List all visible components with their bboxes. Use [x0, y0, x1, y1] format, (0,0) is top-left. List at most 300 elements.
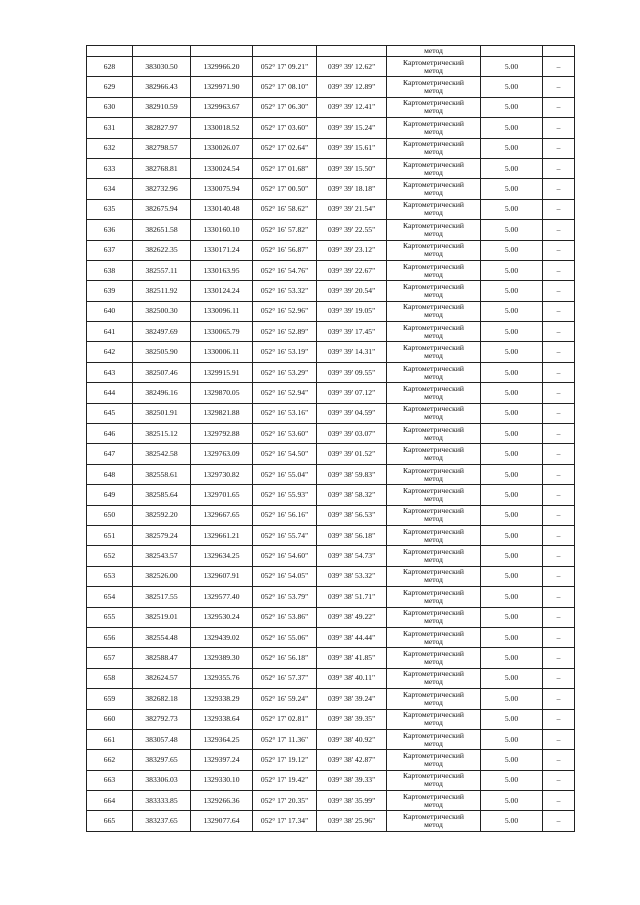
note-cell: –	[543, 505, 575, 525]
longitude-cell: 052° 16' 54.05"	[253, 566, 317, 586]
method-line-1: Картометрический	[403, 445, 464, 455]
method-line-1: Картометрический	[403, 689, 464, 699]
y-coordinate-cell: 1329963.67	[191, 97, 253, 117]
method-cell	[387, 301, 481, 321]
method-line-1: Картометрический	[403, 791, 464, 801]
point-number-cell: 629	[87, 77, 133, 97]
longitude-cell: 052° 17' 02.81"	[253, 709, 317, 729]
y-coordinate-cell: 1330065.79	[191, 322, 253, 342]
accuracy-cell: 5.00	[481, 689, 543, 709]
x-coordinate-cell: 382557.11	[133, 260, 191, 280]
latitude-cell: 039° 38' 35.99"	[317, 791, 387, 811]
latitude-cell: 039° 38' 40.11"	[317, 668, 387, 688]
method-cell: метод	[387, 46, 481, 57]
method-line-2: метод	[424, 534, 443, 544]
accuracy-cell: 5.00	[481, 403, 543, 423]
latitude-cell: 039° 38' 25.96"	[317, 811, 387, 831]
latitude-cell: 039° 38' 44.44"	[317, 627, 387, 647]
method-cell	[387, 383, 481, 403]
method-line-2: метод	[424, 758, 443, 768]
x-coordinate-cell: 382579.24	[133, 525, 191, 545]
accuracy-cell: 5.00	[481, 342, 543, 362]
y-coordinate-cell: 1329667.65	[191, 505, 253, 525]
table-row	[87, 383, 575, 403]
point-number-cell: 665	[87, 811, 133, 831]
latitude-cell: 039° 38' 56.18"	[317, 525, 387, 545]
note-cell: –	[543, 750, 575, 770]
y-coordinate-cell: 1330160.10	[191, 220, 253, 240]
longitude-cell: 052° 16' 54.60"	[253, 546, 317, 566]
method-line-2: метод	[424, 799, 443, 809]
x-coordinate-cell: 383333.85	[133, 791, 191, 811]
accuracy-cell: 5.00	[481, 57, 543, 77]
note-cell: –	[543, 57, 575, 77]
method-line-1: Картометрический	[403, 649, 464, 659]
latitude-cell: 039° 39' 12.41"	[317, 97, 387, 117]
point-number-cell: 659	[87, 689, 133, 709]
method-line-2: метод	[424, 779, 443, 789]
latitude-cell: 039° 38' 49.22"	[317, 607, 387, 627]
note-cell: –	[543, 607, 575, 627]
method-line-1: Картометрический	[403, 587, 464, 597]
method-cell	[387, 281, 481, 301]
accuracy-cell: 5.00	[481, 525, 543, 545]
note-cell: –	[543, 566, 575, 586]
accuracy-cell: 5.00	[481, 485, 543, 505]
point-number-cell: 650	[87, 505, 133, 525]
longitude-cell: 052° 16' 53.29"	[253, 362, 317, 382]
method-cell	[387, 322, 481, 342]
accuracy-cell: 5.00	[481, 322, 543, 342]
accuracy-cell: 5.00	[481, 505, 543, 525]
method-line-1: Картометрический	[403, 628, 464, 638]
point-number-cell: 648	[87, 464, 133, 484]
x-coordinate-cell: 382554.48	[133, 627, 191, 647]
latitude-cell	[317, 46, 387, 57]
y-coordinate-cell: 1330006.11	[191, 342, 253, 362]
note-cell: –	[543, 648, 575, 668]
table-row	[87, 403, 575, 423]
accuracy-cell: 5.00	[481, 546, 543, 566]
method-line-2: метод	[424, 371, 443, 381]
x-coordinate-cell: 383030.50	[133, 57, 191, 77]
table-row-continuation	[87, 46, 575, 57]
method-line-1: Картометрический	[403, 139, 464, 149]
note-cell: –	[543, 485, 575, 505]
method-line-2: метод	[424, 555, 443, 565]
method-line-2: метод	[424, 65, 443, 75]
method-cell	[387, 709, 481, 729]
x-coordinate-cell: 382519.01	[133, 607, 191, 627]
point-number-cell: 631	[87, 118, 133, 138]
point-number-cell: 661	[87, 729, 133, 749]
longitude-cell: 052° 16' 53.79"	[253, 587, 317, 607]
method-line-1: Картометрический	[403, 241, 464, 251]
latitude-cell: 039° 39' 19.05"	[317, 301, 387, 321]
method-line-2: метод	[424, 697, 443, 707]
accuracy-cell: 5.00	[481, 729, 543, 749]
note-cell: –	[543, 689, 575, 709]
method-line-1: Картометрический	[403, 343, 464, 353]
method-cell	[387, 566, 481, 586]
table-row	[87, 566, 575, 586]
y-coordinate-cell: 1329530.24	[191, 607, 253, 627]
longitude-cell: 052° 16' 57.82"	[253, 220, 317, 240]
note-cell: –	[543, 627, 575, 647]
x-coordinate-cell: 382507.46	[133, 362, 191, 382]
y-coordinate-cell: 1329730.82	[191, 464, 253, 484]
accuracy-cell: 5.00	[481, 158, 543, 178]
x-coordinate-cell: 382505.90	[133, 342, 191, 362]
method-cell	[387, 240, 481, 260]
latitude-cell: 039° 39' 09.55"	[317, 362, 387, 382]
method-line-1: Картометрический	[403, 547, 464, 557]
table-row	[87, 362, 575, 382]
point-number-cell: 651	[87, 525, 133, 545]
table-row	[87, 627, 575, 647]
note-cell: –	[543, 587, 575, 607]
y-coordinate-cell: 1329355.76	[191, 668, 253, 688]
point-number-cell: 633	[87, 158, 133, 178]
latitude-cell: 039° 39' 17.45"	[317, 322, 387, 342]
longitude-cell: 052° 16' 52.94"	[253, 383, 317, 403]
latitude-cell: 039° 39' 07.12"	[317, 383, 387, 403]
method-cell	[387, 668, 481, 688]
longitude-cell: 052° 17' 00.50"	[253, 179, 317, 199]
method-line-1: Картометрический	[403, 220, 464, 230]
method-cell	[387, 77, 481, 97]
accuracy-cell: 5.00	[481, 464, 543, 484]
note-cell: –	[543, 138, 575, 158]
table-row	[87, 220, 575, 240]
x-coordinate-cell: 383297.65	[133, 750, 191, 770]
x-coordinate-cell: 382500.30	[133, 301, 191, 321]
x-coordinate-cell: 382588.47	[133, 648, 191, 668]
longitude-cell: 052° 17' 20.35"	[253, 791, 317, 811]
method-line-2: метод	[424, 473, 443, 483]
y-coordinate-cell: 1329389.30	[191, 648, 253, 668]
longitude-cell: 052° 17' 01.68"	[253, 158, 317, 178]
accuracy-cell: 5.00	[481, 220, 543, 240]
method-cell	[387, 648, 481, 668]
method-line-1: Картометрический	[403, 78, 464, 88]
longitude-cell: 052° 17' 09.21"	[253, 57, 317, 77]
table-row	[87, 607, 575, 627]
note-cell: –	[543, 546, 575, 566]
point-number-cell: 641	[87, 322, 133, 342]
method-cell	[387, 607, 481, 627]
note-cell: –	[543, 709, 575, 729]
longitude-cell: 052° 16' 52.96"	[253, 301, 317, 321]
latitude-cell: 039° 38' 39.35"	[317, 709, 387, 729]
method-line-2: метод	[424, 330, 443, 340]
table-row	[87, 179, 575, 199]
note-cell: –	[543, 729, 575, 749]
accuracy-cell: 5.00	[481, 648, 543, 668]
method-line-1: Картометрический	[403, 506, 464, 516]
method-cell	[387, 811, 481, 831]
method-cell	[387, 179, 481, 199]
x-coordinate-cell: 382515.12	[133, 424, 191, 444]
table-row	[87, 811, 575, 831]
table-row	[87, 709, 575, 729]
x-coordinate-cell: 382768.81	[133, 158, 191, 178]
table-row	[87, 281, 575, 301]
table-body	[87, 46, 575, 832]
longitude-cell: 052° 17' 08.10"	[253, 77, 317, 97]
num-cell	[87, 46, 133, 57]
method-line-2: метод	[424, 188, 443, 198]
accuracy-cell: 5.00	[481, 383, 543, 403]
method-line-1: Картометрический	[403, 669, 464, 679]
table-row	[87, 77, 575, 97]
y-coordinate-cell: 1330163.95	[191, 260, 253, 280]
method-line-2: метод	[424, 106, 443, 116]
accuracy-cell: 5.00	[481, 607, 543, 627]
x-coordinate-cell: 382624.57	[133, 668, 191, 688]
latitude-cell: 039° 39' 12.62"	[317, 57, 387, 77]
note-cell: –	[543, 220, 575, 240]
accuracy-cell: 5.00	[481, 362, 543, 382]
point-number-cell: 628	[87, 57, 133, 77]
note-cell: –	[543, 770, 575, 790]
y-coordinate-cell: 1330075.94	[191, 179, 253, 199]
x-coordinate-cell: 382792.73	[133, 709, 191, 729]
longitude-cell: 052° 16' 53.86"	[253, 607, 317, 627]
method-cell	[387, 485, 481, 505]
point-number-cell: 643	[87, 362, 133, 382]
method-line-2: метод	[424, 412, 443, 422]
latitude-cell: 039° 39' 15.24"	[317, 118, 387, 138]
point-number-cell: 653	[87, 566, 133, 586]
note-cell: –	[543, 199, 575, 219]
point-number-cell: 635	[87, 199, 133, 219]
method-cell	[387, 444, 481, 464]
accuracy-cell: 5.00	[481, 770, 543, 790]
method-line-1: Картометрический	[403, 771, 464, 781]
method-cell	[387, 57, 481, 77]
point-number-cell: 658	[87, 668, 133, 688]
accuracy-cell: 5.00	[481, 179, 543, 199]
latitude-cell: 039° 39' 15.61"	[317, 138, 387, 158]
accuracy-cell: 5.00	[481, 77, 543, 97]
method-line-1: Картометрический	[403, 98, 464, 108]
y-coordinate-cell: 1329607.91	[191, 566, 253, 586]
longitude-cell: 052° 17' 02.64"	[253, 138, 317, 158]
latitude-cell: 039° 38' 40.92"	[317, 729, 387, 749]
latitude-cell: 039° 38' 39.33"	[317, 770, 387, 790]
longitude-cell: 052° 16' 58.62"	[253, 199, 317, 219]
method-line-2: метод	[424, 86, 443, 96]
point-number-cell: 663	[87, 770, 133, 790]
note-cell: –	[543, 118, 575, 138]
x-coordinate-cell: 382675.94	[133, 199, 191, 219]
method-line-2: метод	[424, 228, 443, 238]
method-line-1: Картометрический	[403, 465, 464, 475]
method-line-1: Картометрический	[403, 302, 464, 312]
x-coordinate-cell: 382966.43	[133, 77, 191, 97]
method-cell	[387, 464, 481, 484]
longitude-cell: 052° 16' 55.06"	[253, 627, 317, 647]
point-number-cell: 639	[87, 281, 133, 301]
method-line-2: метод	[424, 147, 443, 157]
latitude-cell: 039° 39' 23.12"	[317, 240, 387, 260]
accuracy-cell: 5.00	[481, 627, 543, 647]
x-coordinate-cell: 382542.58	[133, 444, 191, 464]
accuracy-cell: 5.00	[481, 424, 543, 444]
y-coordinate-cell: 1330096.11	[191, 301, 253, 321]
longitude-cell: 052° 16' 56.87"	[253, 240, 317, 260]
y-coordinate-cell: 1329364.25	[191, 729, 253, 749]
method-line-2: метод	[424, 657, 443, 667]
longitude-cell: 052° 16' 54.50"	[253, 444, 317, 464]
latitude-cell: 039° 39' 03.07"	[317, 424, 387, 444]
longitude-cell: 052° 17' 19.42"	[253, 770, 317, 790]
method-line-1: Картометрический	[403, 710, 464, 720]
note-cell: –	[543, 403, 575, 423]
latitude-cell: 039° 38' 54.73"	[317, 546, 387, 566]
method-line-1: Картометрический	[403, 57, 464, 67]
table-row	[87, 158, 575, 178]
accuracy-cell: 5.00	[481, 587, 543, 607]
method-line-2: метод	[424, 595, 443, 605]
table-row	[87, 464, 575, 484]
latitude-cell: 039° 38' 56.53"	[317, 505, 387, 525]
accuracy-cell: 5.00	[481, 668, 543, 688]
method-cell	[387, 424, 481, 444]
x-coordinate-cell: 383306.03	[133, 770, 191, 790]
point-number-cell: 654	[87, 587, 133, 607]
x-coordinate-cell: 382526.00	[133, 566, 191, 586]
note-cell: –	[543, 668, 575, 688]
y-coordinate-cell: 1329792.88	[191, 424, 253, 444]
method-line-2: метод	[424, 289, 443, 299]
method-cell	[387, 138, 481, 158]
method-line-2: метод	[424, 820, 443, 830]
method-line-1: Картометрический	[403, 485, 464, 495]
method-line-2: метод	[424, 167, 443, 177]
accuracy-cell: 5.00	[481, 301, 543, 321]
accuracy-cell: 5.00	[481, 138, 543, 158]
point-number-cell: 657	[87, 648, 133, 668]
note-cell: –	[543, 383, 575, 403]
method-cell	[387, 260, 481, 280]
method-cell	[387, 505, 481, 525]
accuracy-cell: 5.00	[481, 240, 543, 260]
y-coordinate-cell: 1329966.20	[191, 57, 253, 77]
y-coordinate-cell: 1330024.54	[191, 158, 253, 178]
method-line-1: Картометрический	[403, 526, 464, 536]
point-number-cell: 636	[87, 220, 133, 240]
x-coordinate-cell: 382496.16	[133, 383, 191, 403]
longitude-cell: 052° 16' 55.74"	[253, 525, 317, 545]
y-coordinate-cell: 1330140.48	[191, 199, 253, 219]
point-number-cell: 638	[87, 260, 133, 280]
accuracy-cell: 5.00	[481, 118, 543, 138]
method-line-1: Картометрический	[403, 281, 464, 291]
method-cell	[387, 199, 481, 219]
method-line-2: метод	[424, 310, 443, 320]
table-row	[87, 424, 575, 444]
table-row	[87, 301, 575, 321]
method-line-2: метод	[424, 249, 443, 259]
table-row	[87, 322, 575, 342]
method-line-1: Картометрический	[403, 200, 464, 210]
longitude-cell: 052° 16' 57.37"	[253, 668, 317, 688]
table-row	[87, 97, 575, 117]
y-coordinate-cell: 1329397.24	[191, 750, 253, 770]
accuracy-cell: 5.00	[481, 260, 543, 280]
note-cell: –	[543, 281, 575, 301]
method-cell	[387, 525, 481, 545]
point-number-cell: 656	[87, 627, 133, 647]
table-row	[87, 444, 575, 464]
note-cell: –	[543, 260, 575, 280]
y-coordinate-cell: 1329763.09	[191, 444, 253, 464]
method-line-1: Картометрический	[403, 261, 464, 271]
method-line-1: Картометрический	[403, 118, 464, 128]
table-row	[87, 750, 575, 770]
table-row	[87, 260, 575, 280]
x-coordinate-cell: 382501.91	[133, 403, 191, 423]
x-coordinate-cell: 382827.97	[133, 118, 191, 138]
x-coordinate-cell: 382585.64	[133, 485, 191, 505]
point-number-cell: 646	[87, 424, 133, 444]
y-coordinate-cell: 1329971.90	[191, 77, 253, 97]
latitude-cell: 039° 39' 18.18"	[317, 179, 387, 199]
method-cell	[387, 342, 481, 362]
table-row	[87, 485, 575, 505]
method-line-2: метод	[424, 126, 443, 136]
x-coordinate-cell: 382511.92	[133, 281, 191, 301]
note-cell: –	[543, 444, 575, 464]
latitude-cell: 039° 39' 01.52"	[317, 444, 387, 464]
latitude-cell: 039° 39' 21.54"	[317, 199, 387, 219]
method-line-2: метод	[424, 432, 443, 442]
accuracy-cell: 5.00	[481, 791, 543, 811]
x-coordinate-cell: 383237.65	[133, 811, 191, 831]
table-row	[87, 57, 575, 77]
latitude-cell: 039° 39' 14.31"	[317, 342, 387, 362]
accuracy-cell: 5.00	[481, 444, 543, 464]
note-cell: –	[543, 424, 575, 444]
y-coordinate-cell: 1330026.07	[191, 138, 253, 158]
table-row	[87, 770, 575, 790]
accuracy-cell	[481, 46, 543, 57]
y-coordinate-cell: 1329439.02	[191, 627, 253, 647]
point-number-cell: 640	[87, 301, 133, 321]
y-coordinate-cell: 1329338.64	[191, 709, 253, 729]
note-cell: –	[543, 301, 575, 321]
note-cell: –	[543, 322, 575, 342]
latitude-cell: 039° 38' 53.32"	[317, 566, 387, 586]
x-coordinate-cell: 382682.18	[133, 689, 191, 709]
y-coordinate-cell: 1329821.88	[191, 403, 253, 423]
method-cell	[387, 689, 481, 709]
note-cell: –	[543, 158, 575, 178]
x-coordinate-cell: 382651.58	[133, 220, 191, 240]
table-row	[87, 505, 575, 525]
longitude-cell: 052° 16' 56.16"	[253, 505, 317, 525]
x-coordinate-cell: 382910.59	[133, 97, 191, 117]
longitude-cell	[253, 46, 317, 57]
note-cell: –	[543, 179, 575, 199]
method-line-1: Картометрический	[403, 159, 464, 169]
method-line-1: Картометрический	[403, 567, 464, 577]
latitude-cell: 039° 38' 58.32"	[317, 485, 387, 505]
method-cell	[387, 220, 481, 240]
table-row	[87, 587, 575, 607]
